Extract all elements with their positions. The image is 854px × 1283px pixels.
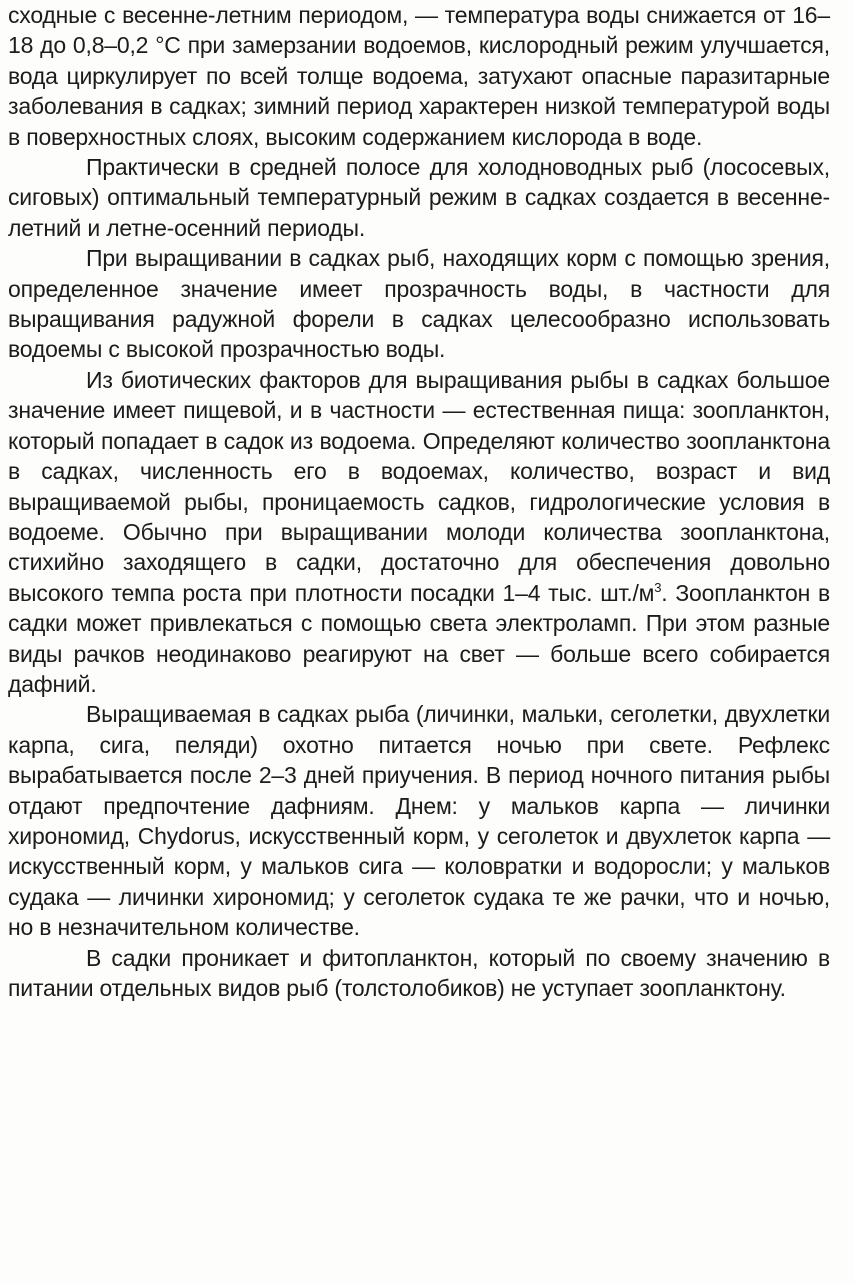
paragraph-feeding: Выращиваемая в садках рыба (личинки, мальки, сеголетки, двухлетки карпа, сига, пеляди) охотно питается ночью при свете. Рефлекс вырабатывается после 2–3 дней приучения. В период ночного питания рыбы отдают предпочтение дафниям. Днем: у мальков карпа — личинки хирономид, Chydorus, искусственный корм, у сеголеток и двухлеток карпа — искусственный корм, у мальков сига — коловратки и водоросли; у мальков судака — личинки хирономид; у сеголеток судака те же рачки, что и ночью, но в незначительном количестве. [8,701,830,941]
paragraph-temperature-regime: Практически в средней полосе для холодноводных рыб (лососевых, сиговых) оптимальный температурный режим в садках создается в весенне-летний и летне-осенний периоды. [8,154,830,241]
paragraph-continuation: сходные с весенне-летним периодом, — температура воды снижается от 16–18 до 0,8–0,2 °С при замерзании водоемов, кислородный режим улучшается, вода циркулирует по всей толще водоема, затухают опасные паразитарные заболевания в садках; зимний период характерен низкой температурой воды в поверхностных слоях, высоким содержанием кислорода в воде. [8,2,830,150]
text-body [8,0,830,1003]
paragraph-biotic-factors [8,365,830,699]
paragraph-biotic-factors-part2: . Зоопланктон в садки может привлекаться с помощью света электроламп. При этом разные виды рачков неодинаково реагируют на свет — больше всего собирается дафний. [8,579,830,697]
superscript-cubic: 3 [654,579,662,595]
paragraph-biotic-factors-part1: Из биотических факторов для выращивания рыбы в садках большое значение имеет пищевой, и в частности — естественная пища: зоопланктон, который попадает в садок из водоема. Определяют количество зоопланктона в садках, численность его в водоемах, количество, возраст и вид выращиваемой рыбы, проницаемость садков, гидрологические условия в водоеме. Обычно при выращивании молоди количества зоопланктона, стихийно заходящего в садки, достаточно для обеспечения довольно высокого темпа роста при плотности посадки 1–4 тыс. шт./м [8,366,830,606]
paragraph-water-transparency: При выращивании в садках рыб, находящих корм с помощью зрения, определенное значение имеет прозрачность воды, в частности для выращивания радужной форели в садках целесообразно использовать водоемы с высокой прозрачностью воды. [8,245,830,363]
paragraph-phytoplankton: В садки проникает и фитопланктон, который по своему значению в питании отдельных видов рыб (толстолобиков) не уступает зоопланктону. [8,944,830,1001]
